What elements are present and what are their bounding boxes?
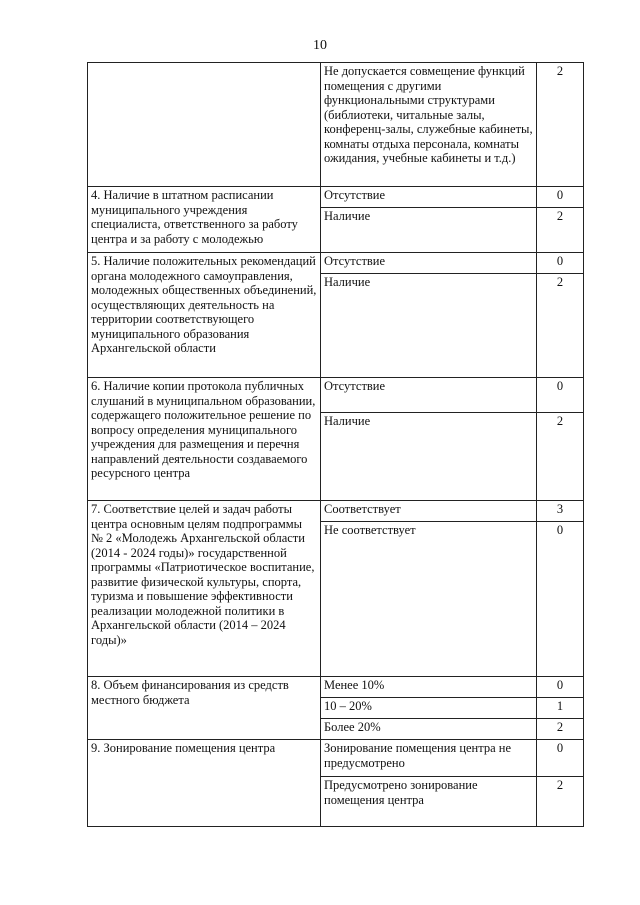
score-cell: 0 bbox=[537, 522, 584, 677]
option-cell: Наличие bbox=[321, 413, 537, 501]
table-row bbox=[88, 187, 584, 208]
criterion-cell: 7. Соответствие целей и задач работы центра основным целям подпрограммы № 2 «Молодежь Архангельской области (2014 - 2024 годы)» государственной программы «Патриотическое воспитание, развитие физической культуры, спорта, туризма и повышение эффективности реализации молодежной политики в Архангельской области (2014 – 2024 годы)» bbox=[88, 501, 321, 677]
criteria-table-body bbox=[88, 63, 584, 827]
score-cell: 0 bbox=[537, 253, 584, 274]
table-row bbox=[88, 677, 584, 698]
criteria-table bbox=[87, 62, 584, 827]
option-cell: Отсутствие bbox=[321, 253, 537, 274]
table-row bbox=[88, 253, 584, 274]
option-cell: Наличие bbox=[321, 208, 537, 253]
table-row bbox=[88, 63, 584, 187]
option-cell: Отсутствие bbox=[321, 187, 537, 208]
option-cell: Не допускается совмещение функций помещения с другими функциональными структурами (библиотеки, читальные залы, конференц-залы, служебные кабинеты, комнаты отдыха персонала, комнаты ожидания, учебные кабинеты и т.д.) bbox=[321, 63, 537, 187]
table-row bbox=[88, 378, 584, 413]
criterion-cell: 8. Объем финансирования из средств местного бюджета bbox=[88, 677, 321, 740]
option-cell: 10 – 20% bbox=[321, 698, 537, 719]
score-cell: 2 bbox=[537, 777, 584, 827]
page-number: 10 bbox=[313, 38, 327, 53]
score-cell: 0 bbox=[537, 187, 584, 208]
option-cell: Отсутствие bbox=[321, 378, 537, 413]
option-cell: Не соответствует bbox=[321, 522, 537, 677]
criterion-cell: 9. Зонирование помещения центра bbox=[88, 740, 321, 827]
criterion-cell: 6. Наличие копии протокола публичных слушаний в муниципальном образовании, содержащего положительное решение по вопросу определения муниципального учреждения для размещения и перечня направлений деятельности создаваемого ресурсного центра bbox=[88, 378, 321, 501]
score-cell: 2 bbox=[537, 208, 584, 253]
option-cell: Зонирование помещения центра не предусмотрено bbox=[321, 740, 537, 777]
option-cell: Менее 10% bbox=[321, 677, 537, 698]
criterion-cell: 5. Наличие положительных рекомендаций органа молодежного самоуправления, молодежных общественных объединений, осуществляющих деятельность на территории соответствующего муниципального образования Архангельской области bbox=[88, 253, 321, 378]
score-cell: 2 bbox=[537, 274, 584, 378]
score-cell: 0 bbox=[537, 677, 584, 698]
option-cell: Наличие bbox=[321, 274, 537, 378]
score-cell: 2 bbox=[537, 413, 584, 501]
score-cell: 0 bbox=[537, 740, 584, 777]
score-cell: 2 bbox=[537, 63, 584, 187]
option-cell: Соответствует bbox=[321, 501, 537, 522]
criterion-cell bbox=[88, 63, 321, 187]
option-cell: Предусмотрено зонирование помещения центра bbox=[321, 777, 537, 827]
table-row bbox=[88, 501, 584, 522]
score-cell: 2 bbox=[537, 719, 584, 740]
criterion-cell: 4. Наличие в штатном расписании муниципального учреждения специалиста, ответственного за работу центра и за работу с молодежью bbox=[88, 187, 321, 253]
score-cell: 3 bbox=[537, 501, 584, 522]
option-cell: Более 20% bbox=[321, 719, 537, 740]
table-row bbox=[88, 740, 584, 777]
score-cell: 1 bbox=[537, 698, 584, 719]
score-cell: 0 bbox=[537, 378, 584, 413]
